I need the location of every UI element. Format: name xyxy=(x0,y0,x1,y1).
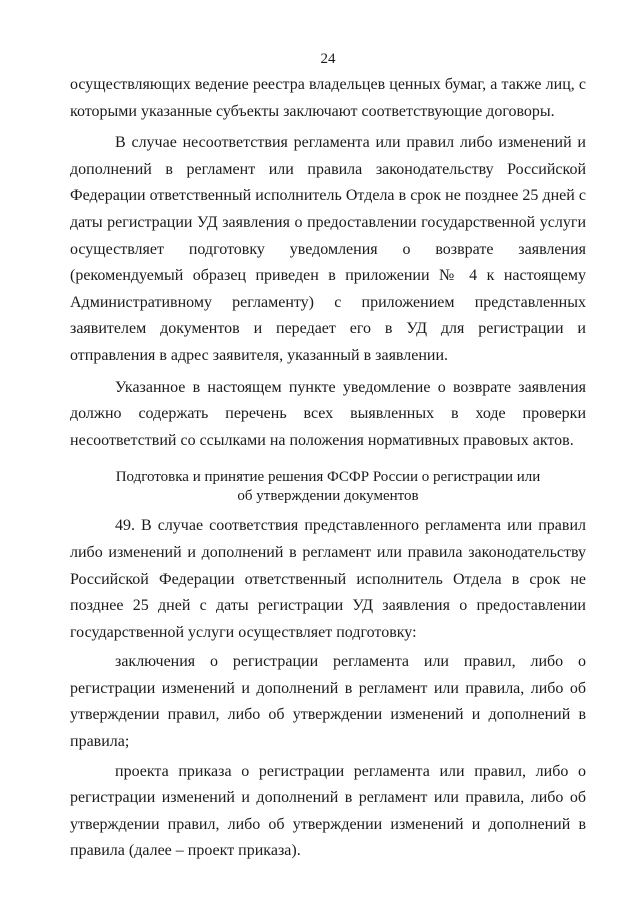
paragraph-conclusion: заключения о регистрации регламента или правил, либо о регистрации изменений и дополнений в регламент или правила, либо об утверждении правил, либо об утверждении изменений и дополнений в правила; xyxy=(70,653,586,751)
page-number: 24 xyxy=(320,51,336,67)
paragraph-noncompliance: В случае несоответствия регламента или правил либо изменений и дополнений в регламент или правила законодательству Российской Федерации ответственный исполнитель Отдела в срок не позднее 25 дней с даты регистрации УД заявления о предоставлении государственной услуги осуществляет подготовку уведомления о возврате заявления (рекомендуемый образец приведен в приложении № 4 к настоящему Административному регламенту) с приложением представленных заявителем документов и передает его в УД для регистрации и отправления в адрес заявителя, указанный в заявлении. xyxy=(70,134,586,364)
paragraph-notice-content: Указанное в настоящем пункте уведомление о возврате заявления должно содержать перечень всех выявленных в ходе проверки несоответствий со ссылками на положения нормативных правовых актов. xyxy=(70,378,586,449)
paragraph-item-49: 49. В случае соответствия представленного регламента или правил либо изменений и дополнений в регламент или правила законодательству Российской Федерации ответственный исполнитель Отдела в срок не позднее 25 дней с даты регистрации УД заявления о предоставлении государственной услуги осуществляет подготовку: xyxy=(70,517,586,641)
section-heading: Подготовка и принятие решения ФСФР России о регистрации или об утверждении документов xyxy=(115,469,541,505)
paragraph-continuation: осуществляющих ведение реестра владельцев ценных бумаг, а также лиц, с которыми указанные субъекты заключают соответствующие договоры. xyxy=(70,76,586,120)
paragraph-draft-order: проекта приказа о регистрации регламента или правил, либо о регистрации изменений и дополнений в регламент или правила, либо об утверждении правил, либо об утверждении изменений и дополнений в правила (далее – проект приказа). xyxy=(70,762,586,860)
